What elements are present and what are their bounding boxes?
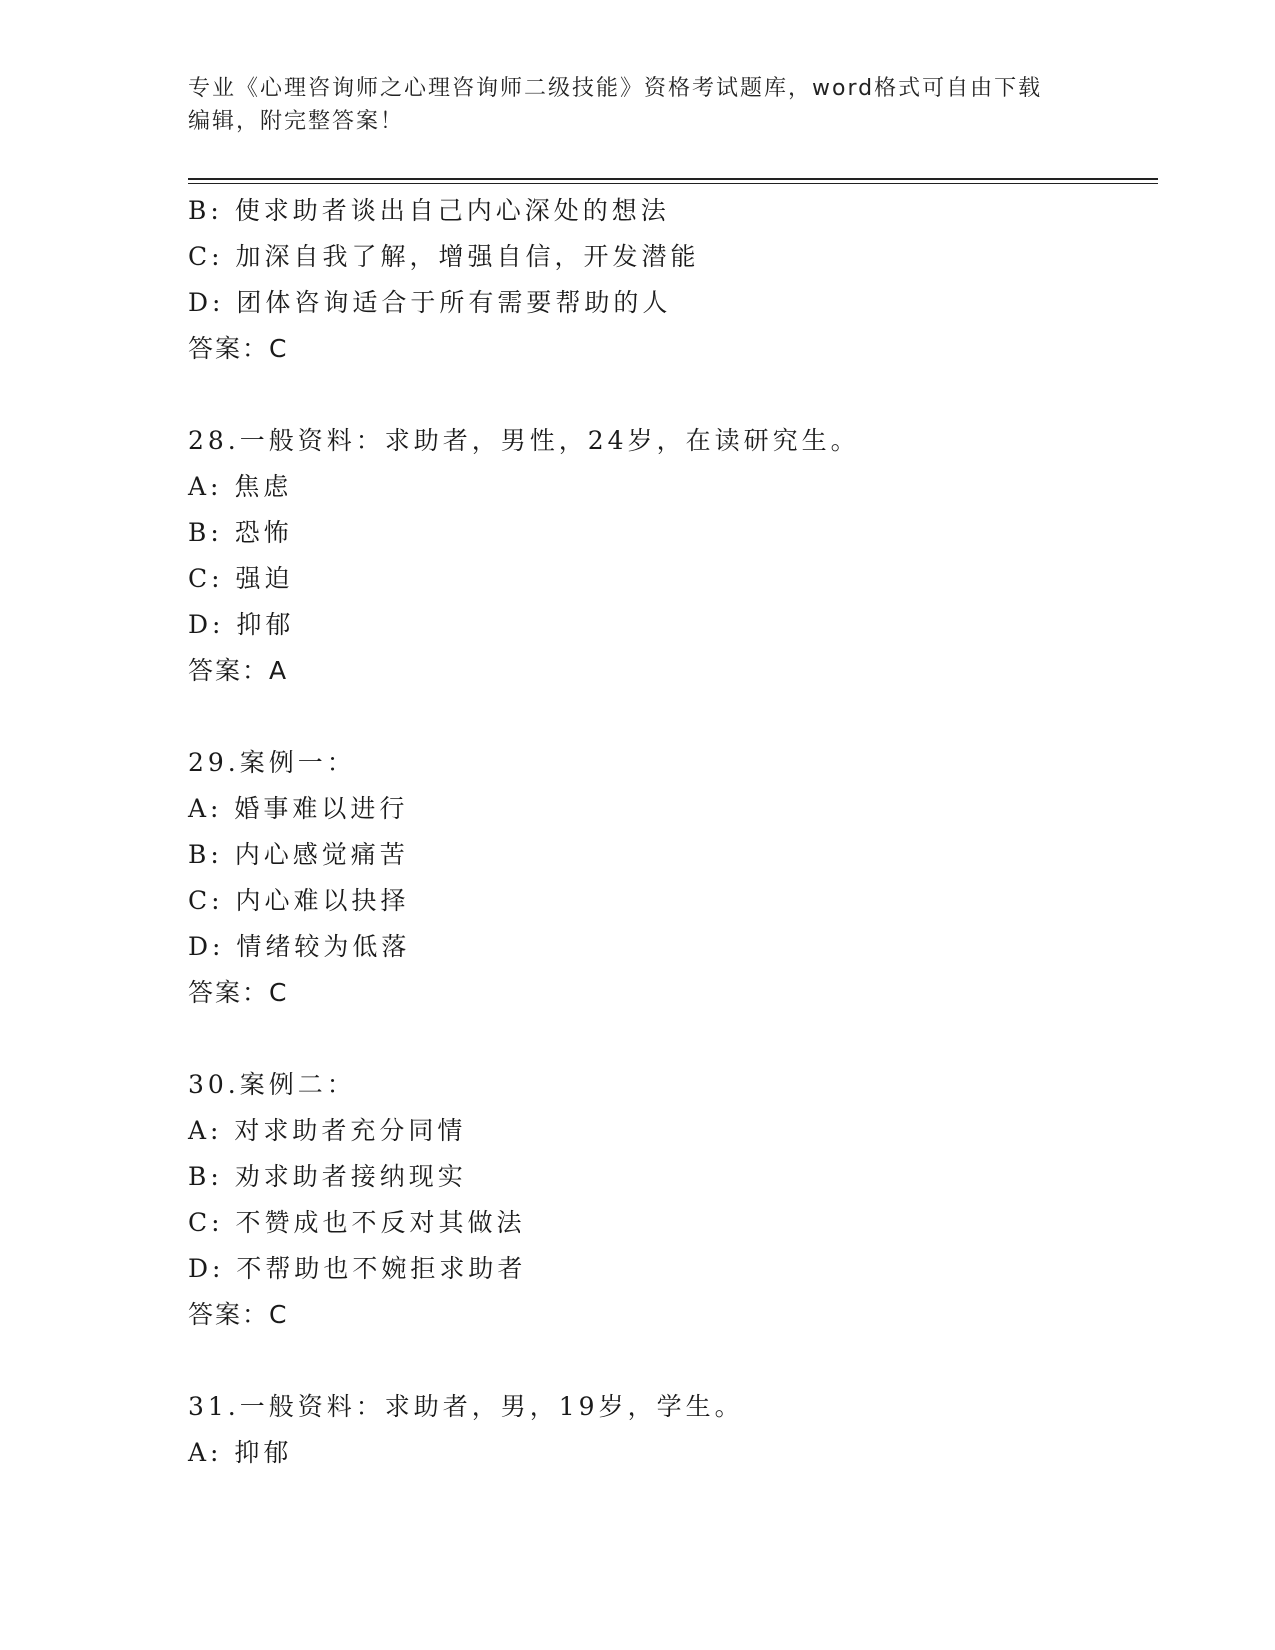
question-stem: 31.一般资料：求助者，男，19岁，学生。 xyxy=(188,1392,744,1421)
question-29 xyxy=(188,740,1148,1016)
question-27-continued xyxy=(188,188,1148,372)
question-30 xyxy=(188,1062,1148,1338)
question-list xyxy=(188,188,1148,1476)
question-stem: 29.案例一： xyxy=(188,748,356,777)
option-b: B: 恐怖 xyxy=(188,518,293,547)
option-c: C: 加深自我了解，增强自信，开发潜能 xyxy=(188,242,700,271)
option-b: B: 内心感觉痛苦 xyxy=(188,840,409,869)
question-stem: 28.一般资料：求助者，男性，24岁，在读研究生。 xyxy=(188,426,860,455)
option-c: C: 不赞成也不反对其做法 xyxy=(188,1208,526,1237)
option-b: B: 劝求助者接纳现实 xyxy=(188,1162,467,1191)
option-a: A: 焦虑 xyxy=(188,472,293,501)
page-header xyxy=(188,72,1088,138)
option-d: D: 不帮助也不婉拒求助者 xyxy=(188,1254,527,1283)
answer: 答案：C xyxy=(188,1300,289,1329)
option-c: C: 强迫 xyxy=(188,564,294,593)
answer: 答案：C xyxy=(188,334,289,363)
header-line-2: 编辑，附完整答案！ xyxy=(188,109,405,134)
option-d: D: 抑郁 xyxy=(188,610,295,639)
header-divider xyxy=(188,178,1158,180)
option-b: B: 使求助者谈出自己内心深处的想法 xyxy=(188,196,670,225)
answer: 答案：A xyxy=(188,656,289,685)
header-line-1: 专业《心理咨询师之心理咨询师二级技能》资格考试题库，word格式可自由下载 xyxy=(188,76,1043,101)
option-a: A: 对求助者充分同情 xyxy=(188,1116,467,1145)
option-c: C: 内心难以抉择 xyxy=(188,886,410,915)
header-divider-thin xyxy=(188,183,1158,184)
answer: 答案：C xyxy=(188,978,289,1007)
option-a: A: 婚事难以进行 xyxy=(188,794,409,823)
question-31 xyxy=(188,1384,1148,1476)
question-28 xyxy=(188,418,1148,694)
option-d: D: 团体咨询适合于所有需要帮助的人 xyxy=(188,288,672,317)
question-stem: 30.案例二： xyxy=(188,1070,356,1099)
option-d: D: 情绪较为低落 xyxy=(188,932,411,961)
option-a: A: 抑郁 xyxy=(188,1438,293,1467)
